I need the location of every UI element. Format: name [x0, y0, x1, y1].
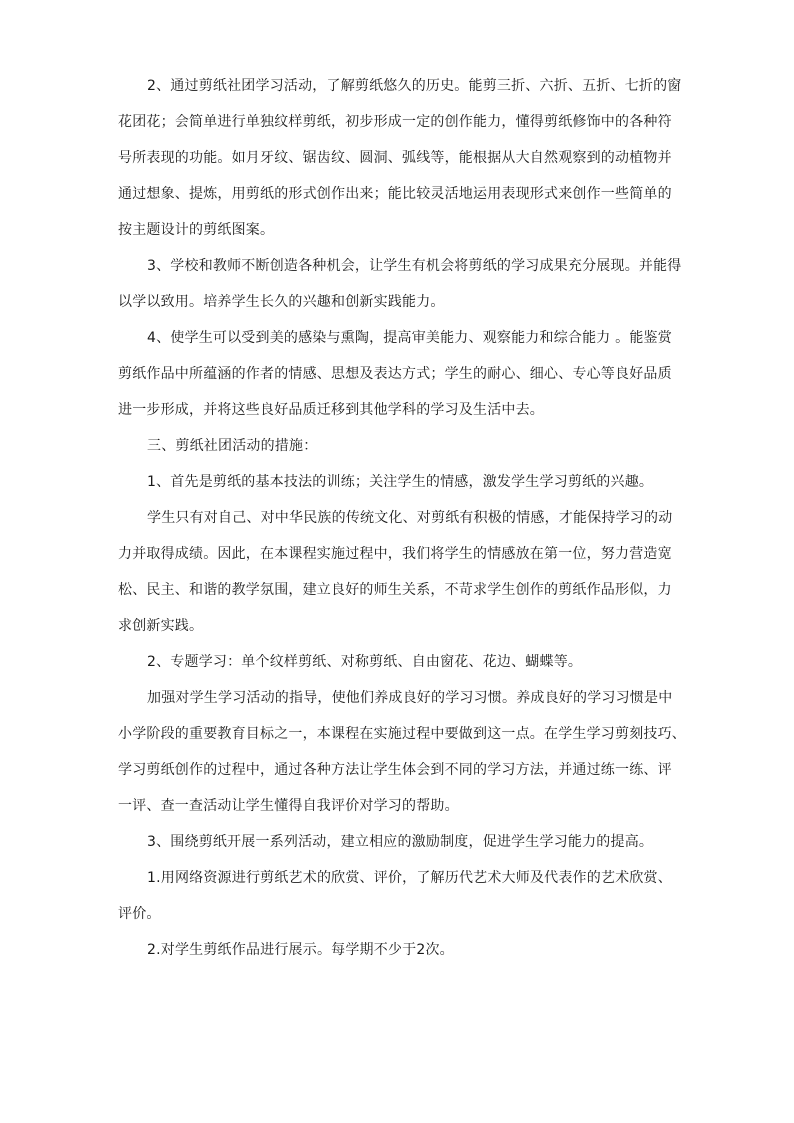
- text-line: 一评、查一查活动让学生懂得自我评价对学习的帮助。: [118, 798, 459, 814]
- text-line: 2、通过剪纸社团学习活动，了解剪纸悠久的历史。能剪三折、六折、五折、七折的窗: [147, 78, 682, 94]
- section-heading: 三、剪纸社团活动的措施：: [147, 438, 318, 454]
- text-line: 按主题设计的剪纸图案。: [118, 222, 275, 238]
- text-line: 以学以致用。培养学生长久的兴趣和创新实践能力。: [118, 294, 445, 310]
- text-line: 3、学校和教师不断创造各种机会，让学生有机会将剪纸的学习成果充分展现。并能得: [147, 258, 682, 274]
- text-line: 2.对学生剪纸作品进行展示。每学期不少于2次。: [147, 942, 454, 958]
- text-line: 1.用网络资源进行剪纸艺术的欣赏、评价，了解历代艺术大师及代表作的艺术欣赏、: [147, 870, 672, 886]
- text-line: 评价。: [118, 906, 161, 922]
- text-line: 通过想象、提炼，用剪纸的形式创作出来；能比较灵活地运用表现形式来创作一些简单的: [118, 186, 672, 202]
- text-line: 松、民主、和谐的教学氛围，建立良好的师生关系，不苛求学生创作的剪纸作品形似，力: [118, 582, 672, 598]
- text-line: 力并取得成绩。因此，在本课程实施过程中，我们将学生的情感放在第一位，努力营造宽: [118, 546, 672, 562]
- text-line: 2、专题学习：单个纹样剪纸、对称剪纸、自由窗花、花边、蝴蝶等。: [147, 654, 583, 670]
- text-line: 4、使学生可以受到美的感染与熏陶，提高审美能力、观察能力和综合能力 。能鉴赏: [147, 330, 672, 346]
- text-line: 学生只有对自己、对中华民族的传统文化、对剪纸有积极的情感，才能保持学习的动: [147, 510, 673, 526]
- text-line: 号所表现的功能。如月牙纹、锯齿纹、圆洞、弧线等，能根据从大自然观察到的动植物并: [118, 150, 672, 166]
- text-line: 3、围绕剪纸开展一系列活动，建立相应的激励制度，促进学生学习能力的提高。: [147, 834, 654, 850]
- text-line: 学习剪纸创作的过程中，通过各种方法让学生体会到不同的学习方法，并通过练一练、评: [118, 762, 672, 778]
- text-line: 小学阶段的重要教育目标之一，本课程在实施过程中要做到这一点。在学生学习剪刻技巧、: [118, 726, 686, 742]
- text-line: 进一步形成，并将这些良好品质迁移到其他学科的学习及生活中去。: [118, 402, 544, 418]
- text-line: 加强对学生学习活动的指导，使他们养成良好的学习习惯。养成良好的学习习惯是中: [147, 690, 673, 706]
- text-line: 剪纸作品中所蕴涵的作者的情感、思想及表达方式；学生的耐心、细心、专心等良好品质: [118, 366, 672, 382]
- text-line: 求创新实践。: [118, 618, 204, 634]
- text-line: 1、首先是剪纸的基本技法的训练；关注学生的情感，激发学生学习剪纸的兴趣。: [147, 474, 654, 490]
- text-line: 花团花；会简单进行单独纹样剪纸，初步形成一定的创作能力，懂得剪纸修饰中的各种符: [118, 114, 672, 130]
